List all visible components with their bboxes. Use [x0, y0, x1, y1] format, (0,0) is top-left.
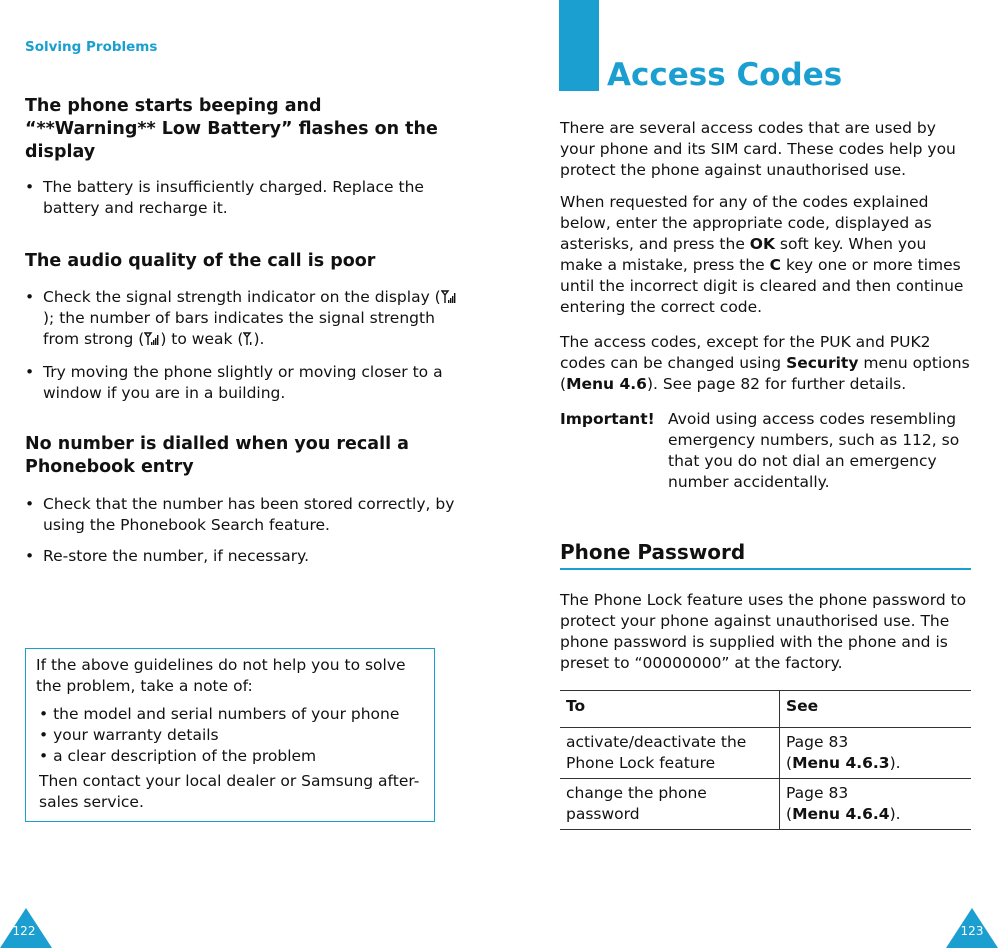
menu-ref: Menu 4.6.4: [792, 805, 890, 823]
bullet-text: Check the signal strength indicator on the display (: [43, 288, 441, 306]
paren: ).: [889, 805, 901, 823]
bullet-move-phone: • Try moving the phone slightly or moving closer to a window if you are in a building.: [25, 363, 443, 402]
page-number-left: 122: [12, 924, 36, 938]
bullet-signal: • Check the signal strength indicator on the display (); the number of bars indicates the signal strength from strong ( ) to weak ( ).: [25, 287, 458, 350]
note-item: • the model and serial numbers of your phone: [39, 705, 400, 723]
bullet-text: ) to weak (: [160, 330, 244, 348]
section-heading-low-battery: The phone starts beeping and “**Warning** Low Battery” flashes on the display: [25, 96, 438, 162]
table-cell-to: activate/deactivate the Phone Lock feature: [560, 728, 780, 779]
note-outro: Then contact your local dealer or Samsung after-sales service.: [39, 772, 420, 811]
bullet-battery: • The battery is insufficiently charged. Replace the battery and recharge it.: [25, 178, 424, 217]
paren: (: [786, 805, 793, 823]
table-cell-see: [780, 728, 972, 779]
section-heading-phone-password: Phone Password: [560, 540, 971, 570]
phone-password-paragraph: The Phone Lock feature uses the phone password to protect your phone against unauthorised use. The phone password is supplied with the phone and is preset to “00000000” at the factory.: [560, 591, 967, 672]
bullet-text: Try moving the phone slightly or moving closer to a window if you are in a building.: [43, 363, 443, 402]
table-header-to: To: [560, 691, 780, 728]
page-ref: Page 83: [786, 733, 849, 751]
para-text: menu options (: [560, 354, 970, 393]
note-item: • your warranty details: [39, 726, 219, 744]
para-text: The access codes, except for the PUK and PUK2 codes can be changed using: [560, 333, 931, 372]
intro-paragraph: There are several access codes that are used by your phone and its SIM card. These codes help you protect the phone against unauthorised use.: [560, 119, 956, 179]
important-text: [668, 409, 970, 493]
bullet-restore: • Re-store the number, if necessary.: [25, 547, 310, 565]
menu-ref: Menu 4.6.3: [792, 754, 890, 772]
change-codes-paragraph: [560, 332, 970, 395]
table-header-see: See: [780, 691, 972, 728]
title-tab-block: [559, 0, 599, 91]
ok-key-label: OK: [749, 235, 775, 253]
page-ref: Page 83: [786, 784, 849, 802]
para-text: ). See page 82 for further details.: [646, 375, 907, 393]
bullet-text: ); the number of bars indicates the signal strength from strong (: [43, 309, 435, 348]
bullet-text: Check that the number has been stored correctly, by using the Phonebook Search feature.: [43, 495, 455, 534]
section-heading-no-number: No number is dialled when you recall a Phonebook entry: [25, 434, 409, 477]
bullet-text: Re-store the number, if necessary.: [43, 547, 310, 565]
important-body: Avoid using access codes resembling emergency numbers, such as 112, so that you do not dial an emergency number accidentally.: [668, 410, 960, 491]
signal-strong-icon: [144, 332, 160, 346]
page-number-right: 123: [960, 924, 984, 938]
running-head: Solving Problems: [25, 39, 158, 55]
paren: ).: [889, 754, 901, 772]
c-key-label: C: [769, 256, 782, 274]
bullet-text: ).: [253, 330, 265, 348]
section-heading-audio: The audio quality of the call is poor: [25, 251, 376, 271]
note-item: • a clear description of the problem: [39, 747, 317, 765]
help-note-box: [25, 648, 435, 822]
page-title: Access Codes: [607, 57, 843, 93]
signal-full-icon: [441, 290, 457, 304]
note-intro: If the above guidelines do not help you to solve the problem, take a note of:: [36, 656, 406, 695]
codes-request-paragraph: [560, 192, 970, 318]
menu-ref: Menu 4.6: [566, 375, 647, 393]
important-label-text: Important!: [560, 410, 655, 428]
security-menu-label: Security: [786, 354, 859, 372]
signal-weak-icon: [243, 332, 253, 346]
table-header-row: [560, 691, 971, 728]
table-cell-see: [780, 779, 972, 830]
table-row: [560, 728, 971, 779]
table-cell-to: change the phone password: [560, 779, 780, 830]
para-text: key one or more times until the incorrect digit is cleared and then continue entering the correct code.: [560, 256, 964, 316]
paren: (: [786, 754, 793, 772]
bullet-text: The battery is insufficiently charged. Replace the battery and recharge it.: [43, 178, 424, 217]
reference-table: [560, 690, 971, 830]
para-text: soft key. When you make a mistake, press the: [560, 235, 927, 274]
table-row: [560, 779, 971, 830]
bullet-check-number: • Check that the number has been stored correctly, by using the Phonebook Search feature.: [25, 495, 455, 534]
para-text: When requested for any of the codes explained below, enter the appropriate code, displayed as asterisks, and press the: [560, 193, 932, 253]
